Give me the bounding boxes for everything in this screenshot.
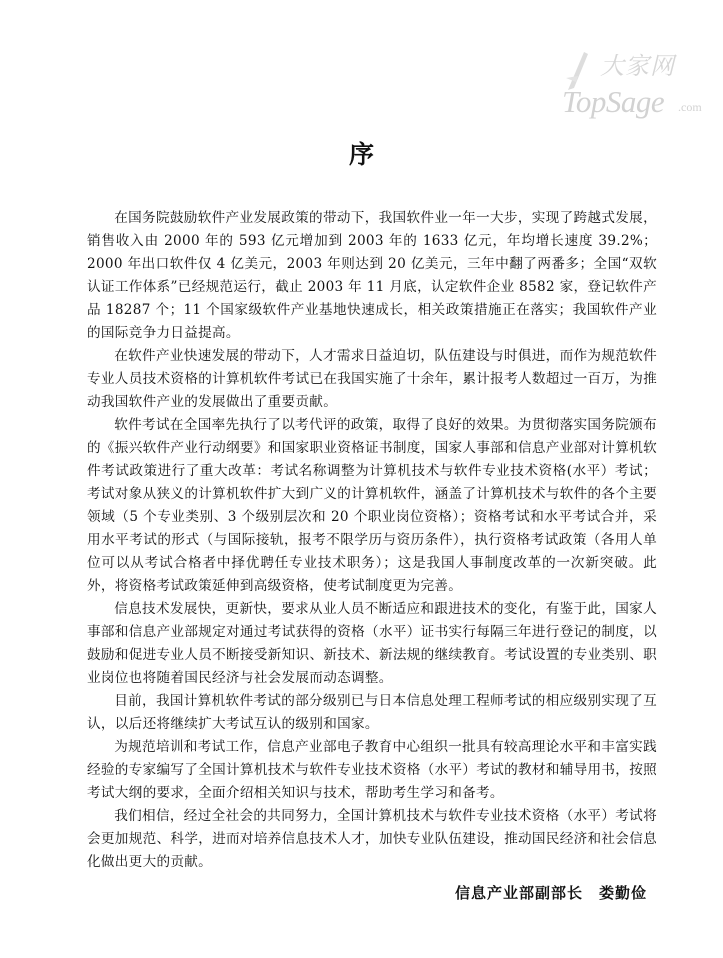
watermark-english-text: TopSage — [562, 84, 665, 119]
topsage-watermark — [556, 30, 716, 130]
paragraph-1: 在国务院鼓励软件产业发展政策的带动下，我国软件业一年一大步，实现了跨越式发展，销售收入由 2000 年的 593 亿元增加到 2003 年的 1633 亿元，年均增长速度 39.2%；2000 年出口软件仅 4 亿美元，2003 年则达到 20 亿美元，三年中翻了两番多；全国“双软认证工作体系”已经规范运行，截止 2003 年 11 月底，认定软件企业 8582 家，登记软件产品 18287 个；11 个国家级软件产业基地快速成长，相关政策措施正在落实；我国软件产业的国际竞争力日益提高。 — [87, 210, 657, 341]
paragraph-6: 为规范培训和考试工作，信息产业部电子教育中心组织一批具有较高理论水平和丰富实践经验的专家编写了全国计算机技术与软件专业技术资格（水平）考试的教材和辅导用书，按照考试大纲的要求，全面介绍相关知识与技术，帮助考生学习和备考。 — [87, 739, 657, 801]
watermark-domain-suffix: .com — [678, 100, 702, 114]
preface-body — [87, 207, 657, 874]
paragraph-4: 信息技术发展快，更新快，要求从业人员不断适应和跟进技术的变化，有鉴于此，国家人事部和信息产业部规定对通过考试获得的资格（水平）证书实行每隔三年进行登记的制度，以鼓励和促进专业人员不断接受新知识、新技术、新法规的继续教育。考试设置的专业类别、职业岗位也将随着国民经济与社会发展而动态调整。 — [87, 601, 657, 686]
watermark-chinese-text: 大家网 — [600, 52, 675, 80]
signature: 信息产业部副部长 娄勤俭 — [455, 884, 648, 902]
paragraph-5: 目前，我国计算机软件考试的部分级别已与日本信息处理工程师考试的相应级别实现了互认，以后还将继续扩大考试互认的级别和国家。 — [87, 693, 657, 732]
paragraph-2: 在软件产业快速发展的带动下，人才需求日益迫切，队伍建设与时俱进，而作为规范软件专业人员技术资格的计算机软件考试已在我国实施了十余年，累计报考人数超过一百万，为推动我国软件产业的发展做出了重要贡献。 — [87, 348, 657, 410]
page-title: 序 — [348, 140, 374, 169]
paragraph-7: 我们相信，经过全社会的共同努力，全国计算机技术与软件专业技术资格（水平）考试将会更加规范、科学，进而对培养信息技术人才，加快专业队伍建设，推动国民经济和社会信息化做出更大的贡献。 — [87, 808, 657, 870]
paragraph-3: 软件考试在全国率先执行了以考代评的政策，取得了良好的效果。为贯彻落实国务院颁布的《振兴软件产业行动纲要》和国家职业资格证书制度，国家人事部和信息产业部对计算机软件考试政策进行了重大改革：考试名称调整为计算机技术与软件专业技术资格(水平）考试；考试对象从狭义的计算机软件扩大到广义的计算机软件，涵盖了计算机技术与软件的各个主要领域（5 个专业类别、3 个级别层次和 20 个职业岗位资格）；资格考试和水平考试合并，采用水平考试的形式（与国际接轨，报考不限学历与资历条件），执行资格考试政策（各用人单位可以从考试合格者中择优聘任专业技术职务）；这是我国人事制度改革的一次新突破。此外，将资格考试政策延伸到高级资格，使考试制度更为完善。 — [87, 417, 657, 594]
